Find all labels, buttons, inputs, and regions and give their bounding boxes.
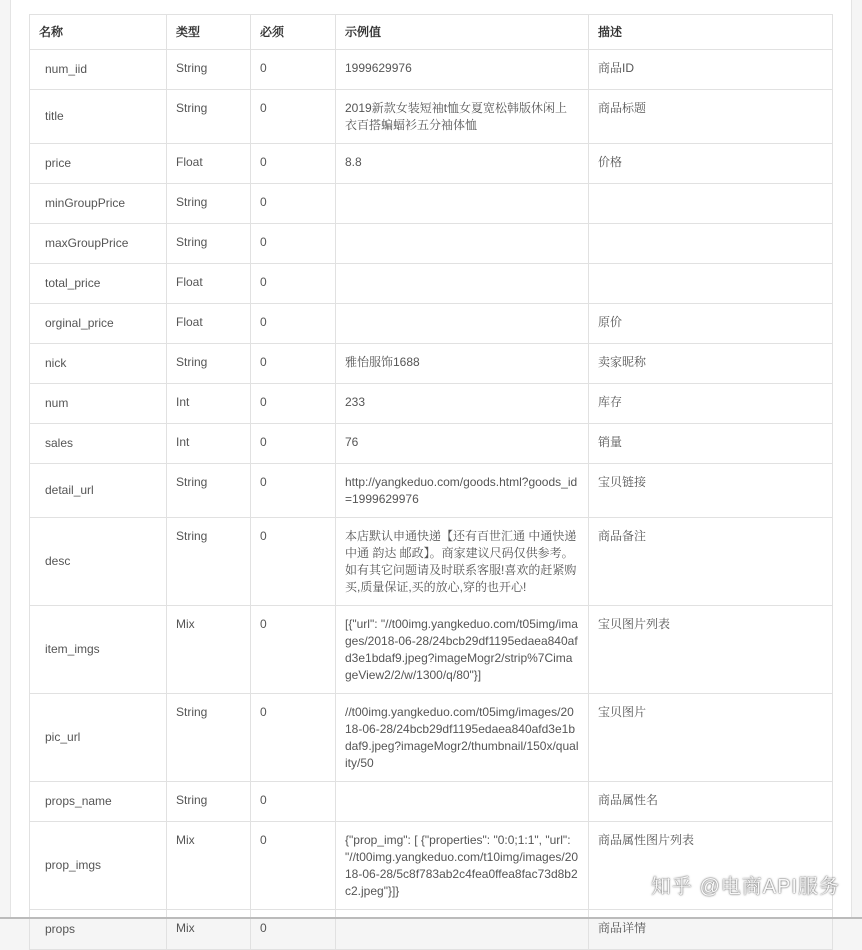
table-header-row (30, 15, 833, 50)
field-type: String (167, 184, 251, 224)
field-example: 雅怡服饰1688 (336, 344, 589, 384)
field-example: http://yangkeduo.com/goods.html?goods_id=1999629976 (336, 464, 589, 518)
field-type: String (167, 90, 251, 144)
field-description: 原价 (589, 304, 833, 344)
field-type: Int (167, 384, 251, 424)
field-name: nick (30, 344, 167, 384)
field-example: 1999629976 (336, 50, 589, 90)
field-type: String (167, 518, 251, 606)
field-description: 商品详情 (589, 910, 833, 950)
field-example (336, 304, 589, 344)
field-description: 商品标题 (589, 90, 833, 144)
field-type: String (167, 694, 251, 782)
field-type: String (167, 464, 251, 518)
field-required: 0 (251, 424, 336, 464)
field-description: 商品ID (589, 50, 833, 90)
field-description: 销量 (589, 424, 833, 464)
field-type: String (167, 224, 251, 264)
table-row (30, 424, 833, 464)
field-required: 0 (251, 264, 336, 304)
field-required: 0 (251, 822, 336, 910)
field-type: String (167, 50, 251, 90)
field-type: String (167, 782, 251, 822)
field-name: orginal_price (30, 304, 167, 344)
field-description: 商品备注 (589, 518, 833, 606)
field-type: Float (167, 264, 251, 304)
field-type: Mix (167, 910, 251, 950)
field-example: 76 (336, 424, 589, 464)
field-example (336, 264, 589, 304)
field-description (589, 184, 833, 224)
field-required: 0 (251, 224, 336, 264)
field-example: [{"url": "//t00img.yangkeduo.com/t05img/images/2018-06-28/24bcb29df1195edaea840afd3e1bdaf9.jpeg?imageMogr2/strip%7CimageView2/2/w/1300/q/80"}] (336, 606, 589, 694)
field-name: desc (30, 518, 167, 606)
field-example (336, 224, 589, 264)
field-description: 宝贝图片列表 (589, 606, 833, 694)
field-example: 233 (336, 384, 589, 424)
field-name: price (30, 144, 167, 184)
table-row (30, 782, 833, 822)
field-name: props (30, 910, 167, 950)
field-required: 0 (251, 694, 336, 782)
field-required: 0 (251, 344, 336, 384)
field-name: total_price (30, 264, 167, 304)
field-description: 宝贝图片 (589, 694, 833, 782)
field-required: 0 (251, 518, 336, 606)
table-row (30, 606, 833, 694)
table-row (30, 144, 833, 184)
table-row (30, 184, 833, 224)
header-name: 名称 (30, 15, 167, 50)
field-description: 宝贝链接 (589, 464, 833, 518)
field-name: props_name (30, 782, 167, 822)
field-description: 商品属性图片列表 (589, 822, 833, 910)
header-type: 类型 (167, 15, 251, 50)
field-description: 商品属性名 (589, 782, 833, 822)
field-description: 卖家昵称 (589, 344, 833, 384)
table-row (30, 50, 833, 90)
table-row (30, 910, 833, 950)
field-required: 0 (251, 144, 336, 184)
table-row (30, 464, 833, 518)
field-type: String (167, 344, 251, 384)
table-row (30, 224, 833, 264)
table-row (30, 304, 833, 344)
table-row (30, 384, 833, 424)
field-name: num (30, 384, 167, 424)
field-description: 价格 (589, 144, 833, 184)
field-example (336, 782, 589, 822)
field-name: pic_url (30, 694, 167, 782)
field-required: 0 (251, 606, 336, 694)
field-description (589, 224, 833, 264)
field-description: 库存 (589, 384, 833, 424)
watermark: 知乎 @电商API服务 (650, 876, 840, 898)
field-example: //t00img.yangkeduo.com/t05img/images/2018-06-28/24bcb29df1195edaea840afd3e1bdaf9.jpeg?imageMogr2/thumbnail/150x/quality/50 (336, 694, 589, 782)
table-row (30, 694, 833, 782)
field-name: detail_url (30, 464, 167, 518)
field-required: 0 (251, 464, 336, 518)
field-name: item_imgs (30, 606, 167, 694)
field-required: 0 (251, 50, 336, 90)
field-type: Int (167, 424, 251, 464)
header-example: 示例值 (336, 15, 589, 50)
field-example: {"prop_img": [ {"properties": "0:0;1:1", "url": "//t00img.yangkeduo.com/t10img/images/2018-06-28/5c8f783ab2c4fea0ffea8fac73d8b2c2.jpeg"}]} (336, 822, 589, 910)
content-panel (10, 0, 852, 936)
field-required: 0 (251, 90, 336, 144)
field-type: Mix (167, 606, 251, 694)
field-required: 0 (251, 384, 336, 424)
table-row (30, 90, 833, 144)
api-fields-table (29, 14, 833, 950)
field-required: 0 (251, 910, 336, 950)
table-row (30, 518, 833, 606)
field-type: Float (167, 304, 251, 344)
field-name: sales (30, 424, 167, 464)
field-description (589, 264, 833, 304)
field-name: num_iid (30, 50, 167, 90)
field-name: prop_imgs (30, 822, 167, 910)
field-type: Float (167, 144, 251, 184)
header-required: 必须 (251, 15, 336, 50)
field-example: 本店默认申通快递【还有百世汇通 中通快递 中通 韵达 邮政】。商家建议尺码仅供参考。如有其它问题请及时联系客服!喜欢的赶紧购买,质量保证,买的放心,穿的也开心! (336, 518, 589, 606)
field-required: 0 (251, 184, 336, 224)
field-required: 0 (251, 304, 336, 344)
field-example (336, 184, 589, 224)
field-type: Mix (167, 822, 251, 910)
field-example: 8.8 (336, 144, 589, 184)
field-name: title (30, 90, 167, 144)
field-name: maxGroupPrice (30, 224, 167, 264)
field-example: 2019新款女装短袖t恤女夏宽松韩版休闲上衣百搭蝙蝠衫五分袖体恤 (336, 90, 589, 144)
bottom-divider (0, 917, 862, 919)
table-row (30, 344, 833, 384)
table-row (30, 264, 833, 304)
field-name: minGroupPrice (30, 184, 167, 224)
field-required: 0 (251, 782, 336, 822)
header-description: 描述 (589, 15, 833, 50)
field-example (336, 910, 589, 950)
